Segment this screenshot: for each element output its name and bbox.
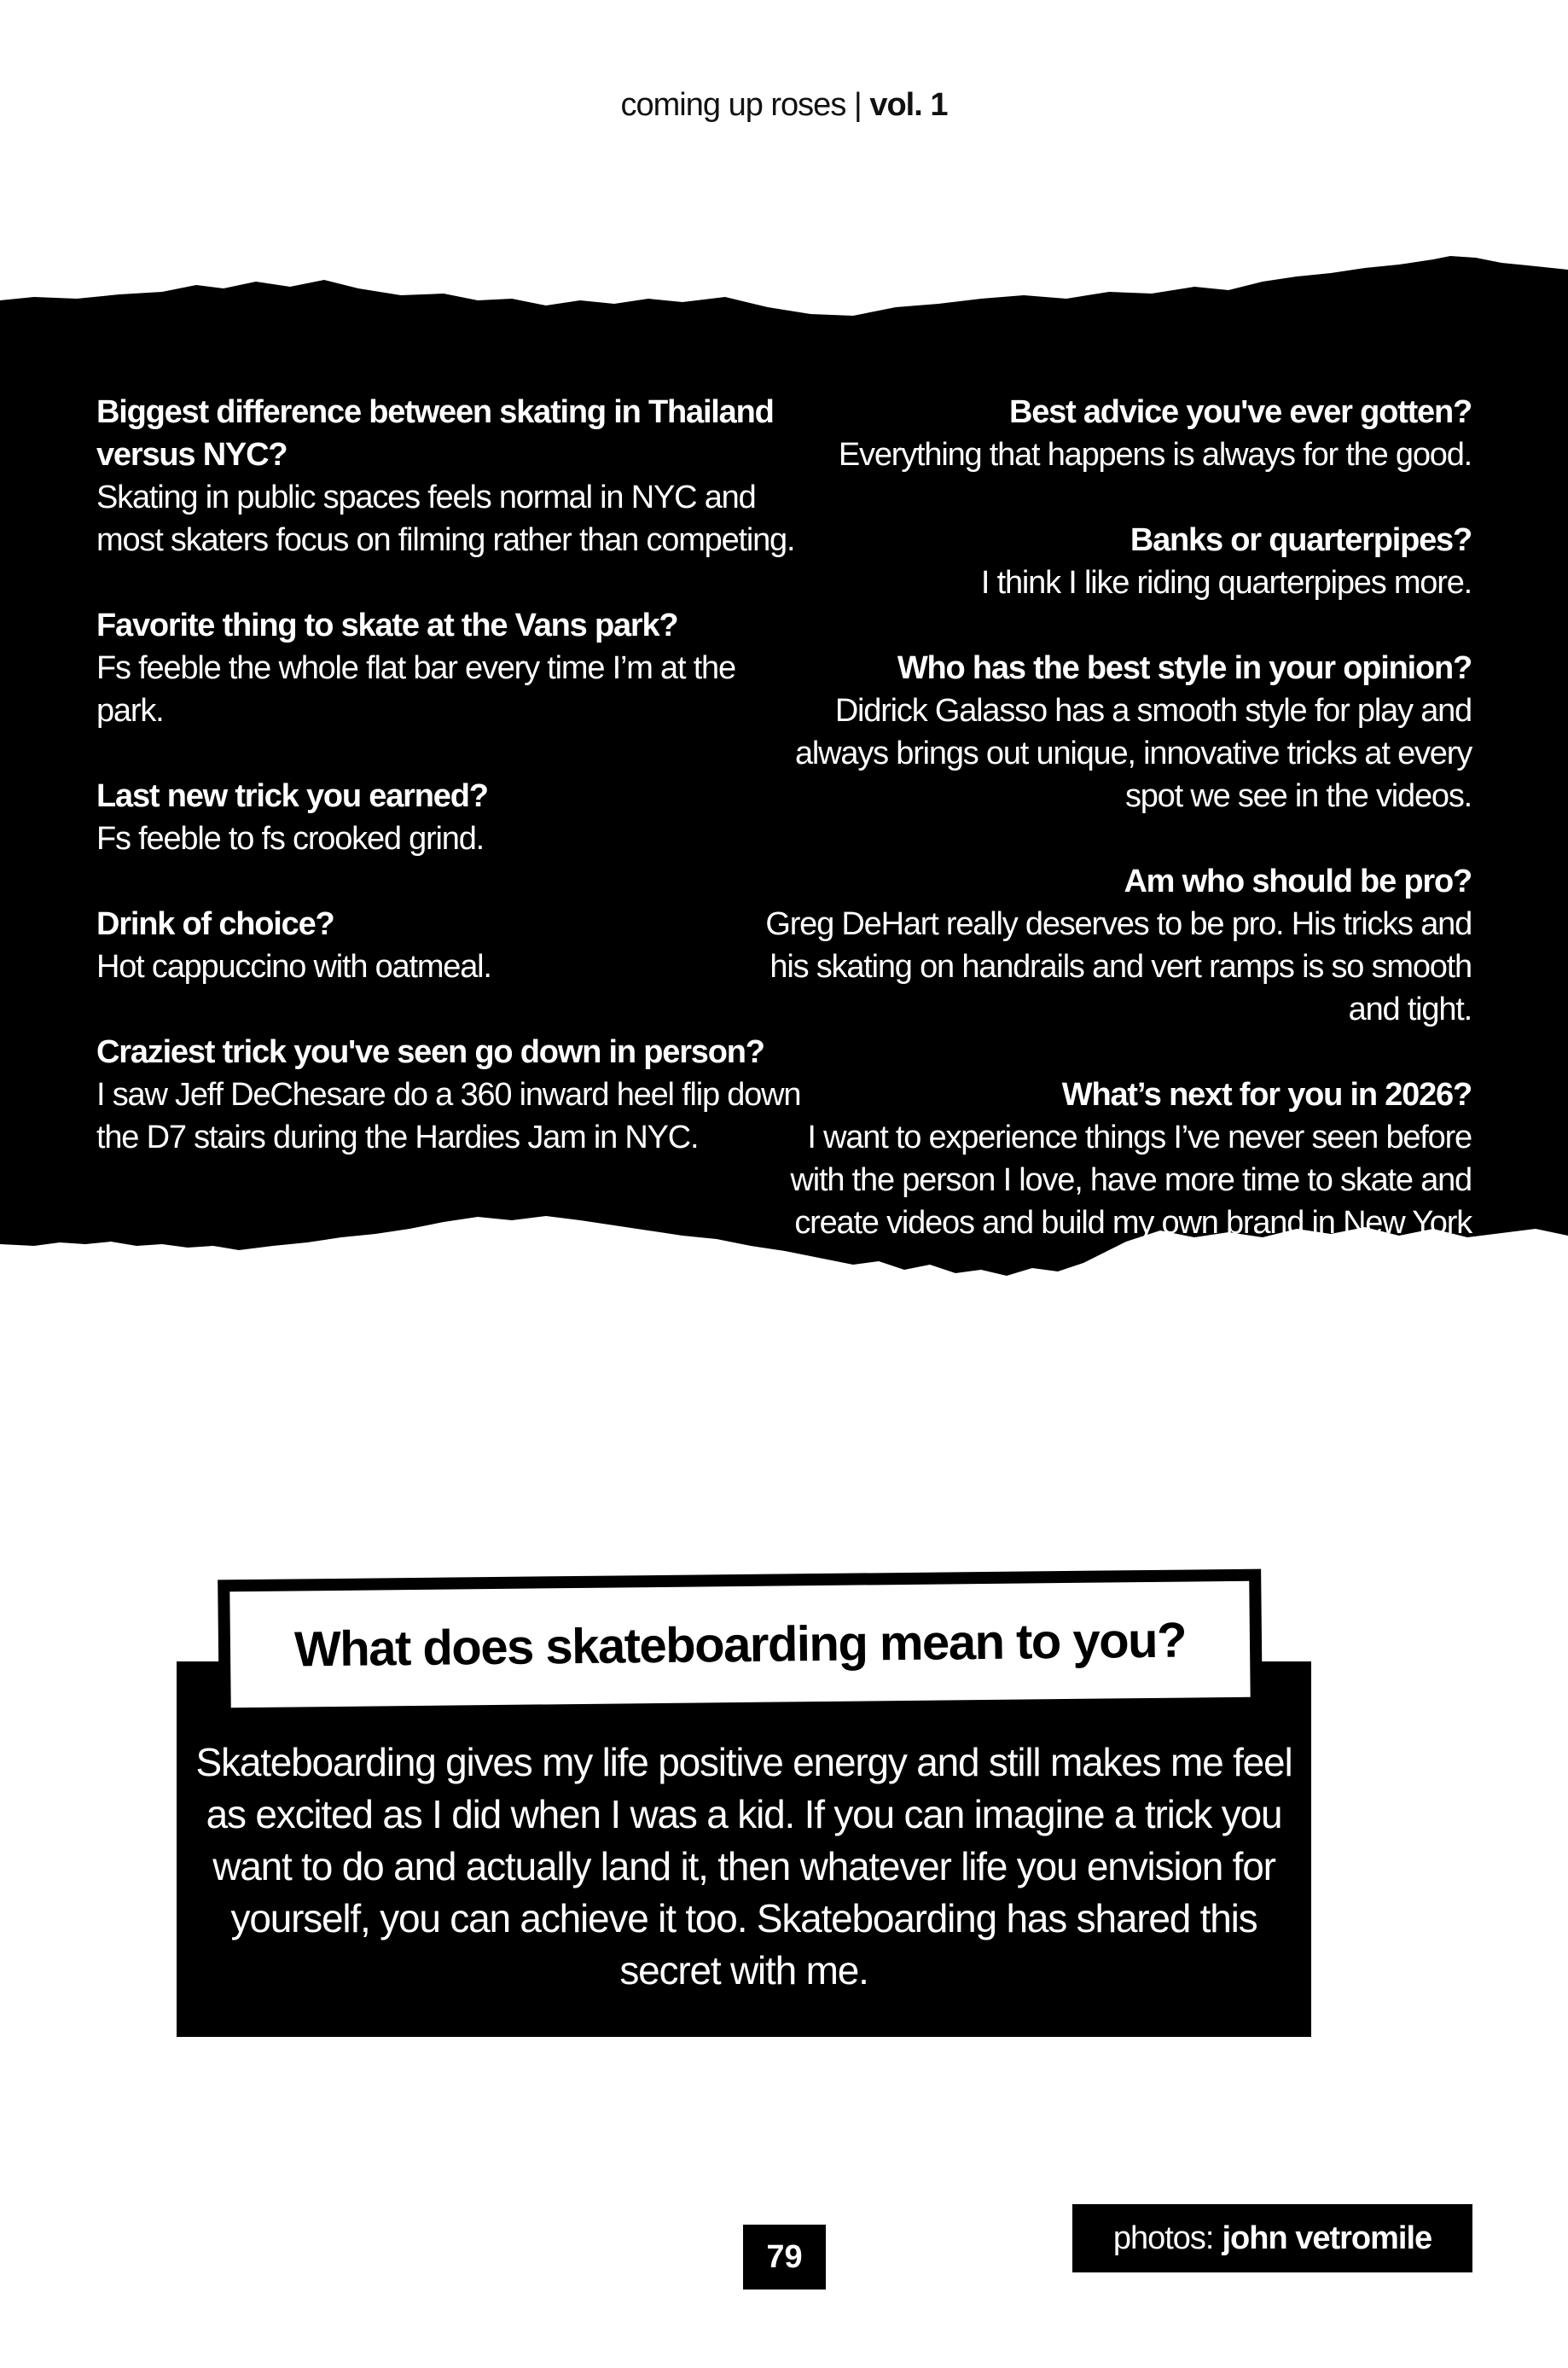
qa-item	[764, 519, 1472, 604]
qa-item	[764, 391, 1472, 476]
qa-item	[96, 1031, 804, 1159]
question: Banks or quarterpipes?	[1130, 522, 1472, 558]
question: Craziest trick you've seen go down in person?	[96, 1034, 764, 1070]
interview-right-column	[764, 391, 1472, 1287]
answer: I saw Jeff DeChesare do a 360 inward heel flip down the D7 stairs during the Hardies Jam in NYC.	[96, 1077, 801, 1155]
photo-credit	[1072, 2204, 1472, 2272]
qa-item	[96, 391, 804, 561]
publication-name: coming up roses |	[620, 87, 862, 123]
page-number: 79	[743, 2225, 826, 2289]
question: Last new trick you earned?	[96, 778, 488, 814]
answer: I think I like riding quarterpipes more.	[980, 565, 1472, 601]
interview-left-column	[96, 391, 804, 1201]
callout-title-panel	[229, 1581, 1250, 1708]
qa-item	[764, 647, 1472, 817]
answer: Fs feeble to fs crooked grind.	[96, 821, 485, 857]
qa-item	[764, 1073, 1472, 1244]
answer: Hot cappuccino with oatmeal.	[96, 949, 491, 985]
answer: Fs feeble the whole flat bar every time I’m at the park.	[96, 650, 735, 729]
qa-item	[96, 903, 804, 988]
question: Am who should be pro?	[1124, 864, 1472, 899]
photo-credit-name: john vetromile	[1222, 2220, 1432, 2256]
volume-label: vol. 1	[869, 87, 948, 123]
answer: Didrick Galasso has a smooth style for play and always brings out unique, innovative tricks at every spot we see in the videos.	[794, 693, 1472, 814]
question: Who has the best style in your opinion?	[897, 650, 1472, 686]
question: Favorite thing to skate at the Vans park?	[96, 608, 678, 643]
answer: Skating in public spaces feels normal in NYC and most skaters focus on filming rather than competing.	[96, 480, 795, 558]
question: What’s next for you in 2026?	[1061, 1077, 1472, 1113]
qa-item	[96, 604, 804, 732]
page-header	[0, 87, 1568, 124]
answer: Greg DeHart really deserves to be pro. His tricks and his skating on handrails and vert ramps is so smooth and tight.	[765, 906, 1472, 1027]
callout-title-frame	[218, 1569, 1263, 1720]
answer: Everything that happens is always for the good.	[838, 437, 1472, 473]
question: Biggest difference between skating in Thailand versus NYC?	[96, 394, 774, 473]
callout-title: What does skateboarding mean to you?	[293, 1612, 1187, 1677]
qa-item	[764, 860, 1472, 1031]
question: Best advice you've ever gotten?	[1008, 394, 1472, 430]
photo-credit-label: photos:	[1112, 2220, 1214, 2256]
callout-body: Skateboarding gives my life positive energy and still makes me feel as excited as I did when I was a kid. If you can imagine a trick you want to do and actually land it, then whatever life you envision for yourself, you can achieve it too. Skateboarding has shared this secret with me.	[195, 1740, 1292, 1993]
question: Drink of choice?	[96, 906, 334, 942]
qa-item	[96, 775, 804, 860]
answer: I want to experience things I’ve never seen before with the person I love, have more time to skate and create videos and build my own brand in New York	[790, 1120, 1472, 1241]
